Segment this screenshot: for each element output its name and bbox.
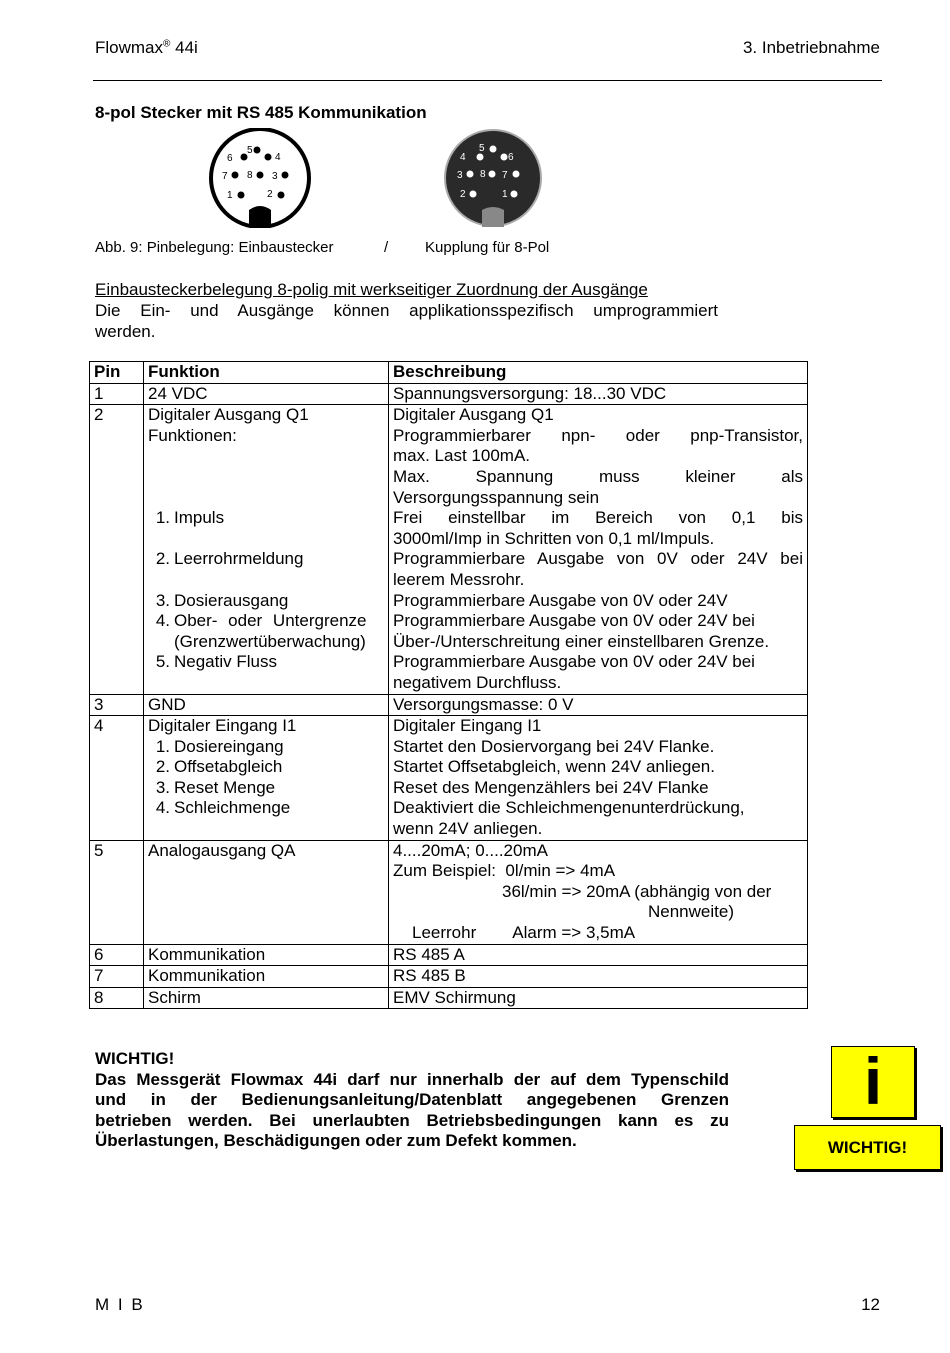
plug-pin-8: 8	[480, 169, 486, 180]
function-title: Digitaler Ausgang Q1	[148, 405, 309, 425]
socket-pin-2: 2	[267, 189, 273, 200]
table-row	[90, 944, 808, 966]
list-item: 3. Reset Menge	[155, 777, 276, 797]
list-item: 2. Leerrohrmeldung	[155, 549, 304, 569]
warning-line: Das Messgerät Flowmax 44i darf nur innerhalb der auf dem Typenschild	[95, 1069, 729, 1089]
plug-pin-6: 6	[508, 152, 514, 163]
pin-function: GND	[144, 694, 389, 716]
pin-number: 7	[90, 966, 144, 988]
socket-pin-6: 6	[227, 153, 233, 164]
section-title: 8-pol Stecker mit RS 485 Kommunikation	[95, 103, 427, 122]
socket-pin-1: 1	[227, 190, 233, 201]
function-title: Digitaler Eingang I1	[148, 716, 297, 736]
table-header-row	[90, 362, 808, 384]
socket-pin-5: 5	[247, 145, 253, 156]
pin-description: Spannungsversorgung: 18...30 VDC	[389, 383, 808, 405]
pin-number: 3	[90, 694, 144, 716]
plug-pin-5: 5	[479, 143, 485, 154]
pin-number: 6	[90, 944, 144, 966]
warning-line: betrieben werden. Bei unerlaubten Betriebsbedingungen kann es zu	[95, 1110, 729, 1130]
intro-heading: Einbausteckerbelegung 8-polig mit werkseitiger Zuordnung der Ausgänge	[95, 280, 648, 299]
pin-description: EMV Schirmung	[389, 987, 808, 1009]
list-item: 2. Offsetabgleich	[155, 757, 283, 777]
plug-pin-1: 1	[502, 189, 508, 200]
plug-pin-2: 2	[460, 189, 466, 200]
caption-prefix: Abb. 9: Pinbelegung: Einbaustecker	[95, 239, 334, 256]
list-item: 4. Ober- oder Untergrenze	[155, 611, 367, 631]
socket-pin-4: 4	[275, 152, 281, 163]
table-row	[90, 383, 808, 405]
pin-function: Analogausgang QA	[144, 840, 389, 944]
pin-number: 2	[90, 405, 144, 694]
header-chapter: 3. Inbetriebnahme	[742, 38, 880, 57]
pin-function: Kommunikation	[144, 944, 389, 966]
plug-pin-7: 7	[502, 170, 508, 181]
list-item: 1. Dosiereingang	[155, 736, 284, 756]
header-function: Funktion	[144, 362, 389, 384]
pin-function: 24 VDC	[144, 383, 389, 405]
page-number: 12	[861, 1295, 880, 1314]
pin-description: Digitaler Eingang I1 Startet den Dosiervorgang bei 24V Flanke. Startet Offsetabgleich, wenn 24V anliegen. Reset des Mengenzählers bei 24V Flanke Deaktiviert die Schleichmengenunterdrückung, wenn 24V anliegen.	[389, 716, 808, 841]
header-description: Beschreibung	[389, 362, 808, 384]
header-product: Flowmax® 44i	[95, 38, 198, 57]
warning-line: und in der Bedienungsanleitung/Datenblatt angegebenen Grenzen	[95, 1090, 729, 1110]
intro-line-2: werden.	[95, 322, 156, 341]
footer-company: M I B	[95, 1295, 145, 1314]
pin-description: RS 485 A	[389, 944, 808, 966]
list-item: 4. Schleichmenge	[155, 798, 291, 818]
table-row	[90, 987, 808, 1009]
list-item: 5. Negativ Fluss	[155, 652, 277, 672]
pin-number: 1	[90, 383, 144, 405]
intro-line-1: Die Ein- und Ausgänge können applikationsspezifisch umprogrammiert	[95, 301, 718, 320]
socket-pin-3: 3	[272, 171, 278, 182]
table-row	[90, 716, 808, 841]
plug-pin-4: 4	[460, 152, 466, 163]
list-item: 3. Dosierausgang	[155, 590, 289, 610]
pin-description: 4....20mA; 0....20mA Zum Beispiel: 0l/min => 4mA 36l/min => 20mA (abhängig von der Nennweite) Leerrohr Alarm => 3,5mA	[389, 840, 808, 944]
pin-description: RS 485 B	[389, 966, 808, 988]
info-letter: i	[863, 1044, 883, 1118]
list-item-continuation: (Grenzwertüberwachung)	[174, 631, 366, 651]
table-row	[90, 694, 808, 716]
header-divider	[93, 80, 882, 81]
header-pin: Pin	[90, 362, 144, 384]
socket-pin-8: 8	[247, 170, 253, 181]
table-row	[90, 405, 808, 694]
info-icon	[831, 1046, 915, 1118]
pin-function: Kommunikation	[144, 966, 389, 988]
table-row	[90, 966, 808, 988]
socket-pin-7: 7	[222, 171, 228, 182]
pin-assignment-table	[89, 361, 808, 1009]
warning-block	[95, 1049, 729, 1152]
caption-separator: /	[384, 239, 389, 256]
pin-description: Versorgungsmasse: 0 V	[389, 694, 808, 716]
intro-block	[95, 279, 718, 342]
pin-number: 5	[90, 840, 144, 944]
plug-connector-diagram	[438, 128, 548, 228]
socket-connector-diagram	[205, 128, 315, 228]
warning-line: Überlastungen, Beschädigungen oder zum Defekt kommen.	[95, 1131, 577, 1151]
caption-suffix: Kupplung für 8-Pol	[425, 239, 550, 256]
pin-function	[144, 716, 389, 841]
function-subtitle: Funktionen:	[148, 425, 237, 445]
pin-number: 4	[90, 716, 144, 841]
pin-description: Digitaler Ausgang Q1 Programmierbarer npn- oder pnp-Transistor, max. Last 100mA. Max. Spannung muss kleiner als Versorgungsspannung sein Frei einstellbar im Bereich von 0,1 bis 3000ml/Imp in Schritten von 0,1 ml/Impuls. Programmierbare Ausgabe von 0V oder 24V bei leerem Messrohr. Programmierbare Ausgabe von 0V oder 24V Programmierbare Ausgabe von 0V oder 24V bei Über-/Unterschreitung einer einstellbaren Grenze. Programmierbare Ausgabe von 0V oder 24V bei negativem Durchfluss.	[389, 405, 808, 694]
pin-number: 8	[90, 987, 144, 1009]
pin-function	[144, 405, 389, 694]
table-row	[90, 840, 808, 944]
warning-title: WICHTIG!	[95, 1049, 175, 1068]
list-item: 1. Impuls	[155, 508, 225, 528]
plug-pin-3: 3	[457, 170, 463, 181]
important-badge: WICHTIG!	[794, 1125, 941, 1170]
pin-function: Schirm	[144, 987, 389, 1009]
